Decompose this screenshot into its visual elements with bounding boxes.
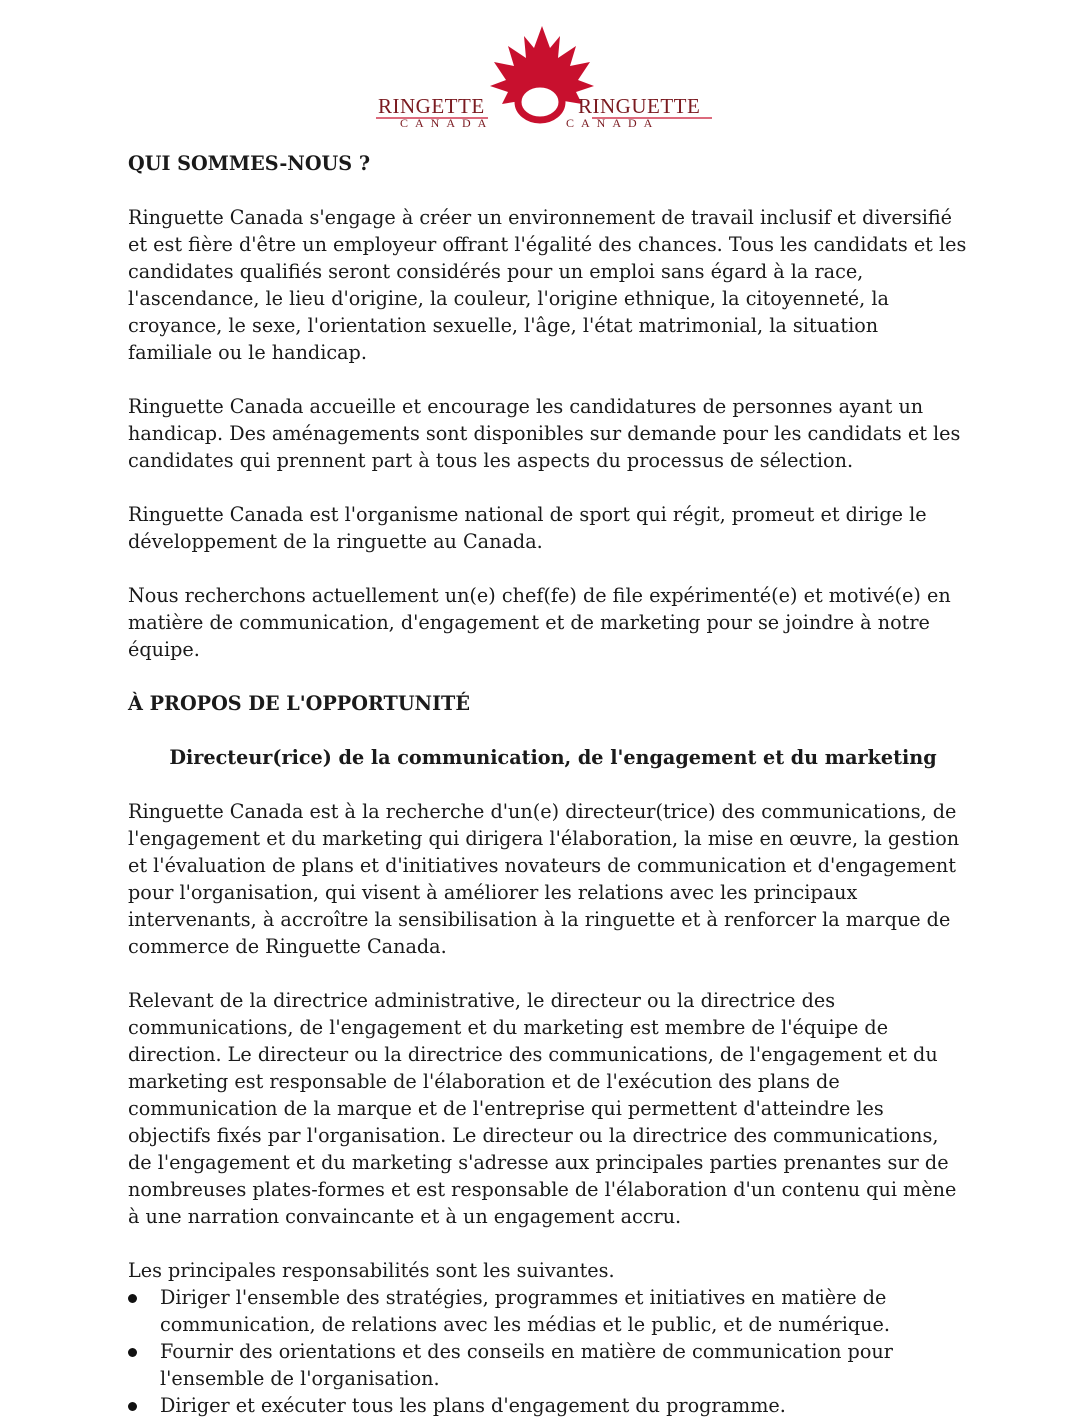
section-heading-who-we-are: QUI SOMMES-NOUS ? <box>128 152 371 175</box>
paragraph-inclusion: Ringuette Canada s'engage à créer un environnement de travail inclusif et diversifié et est fière d'être un employeur offrant l'égalité des chances. Tous les candidats et les candidates qualifiés seront considérés pour un emploi sans égard à la race, l'ascendance, le lieu d'origine, la couleur, l'origine ethnique, la citoyenneté, la croyance, le sexe, l'orientation sexuelle, l'âge, l'état matrimonial, la situation familiale ou le handicap. <box>128 206 967 364</box>
paragraph-organization <box>128 501 968 555</box>
logo-left-subtext: CANADA <box>400 116 494 130</box>
logo-left-text: RINGETTE <box>378 94 485 118</box>
job-title: Directeur(rice) de la communication, de l'engagement et du marketing <box>169 746 937 769</box>
responsibilities-intro: Les principales responsabilités sont les suivantes. <box>128 1259 615 1282</box>
list-item: Diriger et exécuter tous les plans d'engagement du programme. <box>128 1392 968 1419</box>
paragraph-recruiting: Nous recherchons actuellement un(e) chef(fe) de file expérimenté(e) et motivé(e) en matière de communication, d'engagement et de marketing pour se joindre à notre équipe. <box>128 584 951 661</box>
paragraph-reporting: Relevant de la directrice administrative, le directeur ou la directrice des communications, de l'engagement et du marketing est membre de l'équipe de direction. Le directeur ou la directrice des communications, de l'engagement et du marketing est responsable de l'élaboration et de l'exécution des plans de communication de la marque et de l'entreprise qui permettent d'atteindre les objectifs fixés par l'organisation. Le directeur ou la directrice des communications, de l'engagement et du marketing s'adresse aux principales parties prenantes sur de nombreuses plates-formes et est responsable de l'élaboration d'un contenu qui mène à une narration convaincante et à un engagement accru. <box>128 989 957 1228</box>
organization-name: Ringuette Canada <box>128 503 304 526</box>
paragraph-role-summary: Ringuette Canada est à la recherche d'un(e) directeur(trice) des communications, de l'engagement et du marketing qui dirigera l'élaboration, la mise en œuvre, la gestion et l'évaluation de plans et d'initiatives novateurs de communication et d'engagement pour l'organisation, qui visent à améliorer les relations avec les principaux intervenants, à accroître la sensibilisation à la ringuette et à renforcer la marque de commerce de Ringuette Canada. <box>128 800 960 958</box>
logo-right-text: RINGUETTE <box>578 94 701 118</box>
section-heading-opportunity: À PROPOS DE L'OPPORTUNITÉ <box>128 692 470 715</box>
logo-right-subtext: CANADA <box>566 116 660 130</box>
list-item: Fournir des orientations et des conseils en matière de communication pour l'ensemble de l'organisation. <box>128 1338 968 1392</box>
document-body <box>128 150 968 1419</box>
responsibilities-list <box>128 1284 968 1419</box>
ringette-canada-logo <box>372 22 716 134</box>
list-item: Diriger l'ensemble des stratégies, programmes et initiatives en matière de communication, de relations avec les médias et le public, et de numérique. <box>128 1284 968 1338</box>
organization-description: est l'organisme national de sport qui régit, promeut et dirige le développement de la ringuette au Canada. <box>128 503 927 553</box>
paragraph-accommodation: Ringuette Canada accueille et encourage les candidatures de personnes ayant un handicap. Des aménagements sont disponibles sur demande pour les candidats et les candidates qui prennent part à tous les aspects du processus de sélection. <box>128 395 961 472</box>
